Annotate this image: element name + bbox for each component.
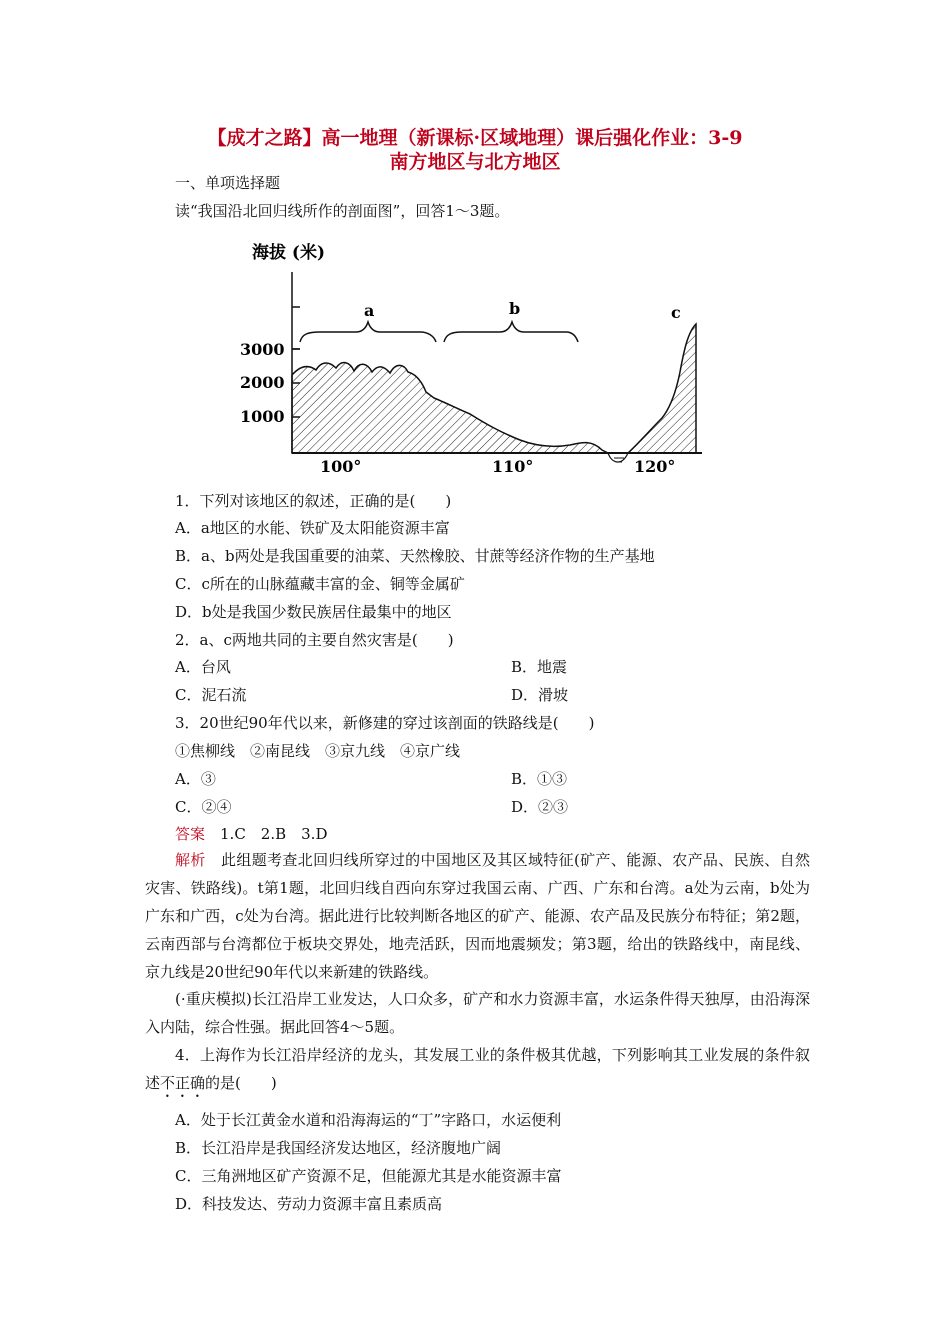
q4-option-b: B．长江沿岸是我国经济发达地区，经济腹地广阔 bbox=[175, 1139, 502, 1157]
q3-stem: 3．20世纪90年代以来，新修建的穿过该剖面的铁路线是( ) bbox=[175, 714, 595, 732]
q4-stem-part1: 4．上海作为长江沿岸经济的龙头，其发展工业的条件极其优越，下列影响其工业发展的条件叙述 bbox=[145, 1046, 810, 1092]
answer-text: 1.C 2.B 3.D bbox=[205, 825, 328, 843]
q3-option-d: D．②③ bbox=[511, 798, 569, 816]
terrain-profile bbox=[292, 363, 608, 453]
q1-option-d: D．b处是我国少数民族居住最集中的地区 bbox=[175, 603, 452, 621]
region-label-c: c bbox=[671, 303, 681, 322]
q4-option-a: A．处于长江黄金水道和沿海海运的“丁”字路口，水运便利 bbox=[175, 1111, 562, 1129]
x-tick-110: 110° bbox=[492, 457, 534, 476]
y-tick-2000: 2000 bbox=[240, 373, 285, 392]
terrain-profile-east bbox=[628, 324, 696, 453]
section-heading: 一、单项选择题 bbox=[175, 174, 281, 192]
y-tick-3000: 3000 bbox=[240, 340, 285, 359]
region-label-a: a bbox=[364, 301, 375, 320]
analysis-label: 解析 bbox=[175, 851, 206, 869]
region-label-b: b bbox=[509, 299, 521, 318]
q2-option-d: D．滑坡 bbox=[511, 686, 569, 704]
q4-stem-part2: 的是( ) bbox=[205, 1074, 277, 1092]
analysis-paragraph bbox=[145, 846, 810, 986]
q2-stem: 2．a、c两地共同的主要自然灾害是( ) bbox=[175, 631, 454, 649]
intro-text-2: (·重庆模拟)长江沿岸工业发达，人口众多，矿产和水力资源丰富，水运条件得天独厚，由沿海深入内陆，综合性强。据此回答4～5题。 bbox=[145, 990, 810, 1036]
q4-stem-emphasis: 不正确 bbox=[160, 1074, 206, 1092]
q3-option-c: C．②④ bbox=[175, 798, 232, 816]
q1-option-c: C．c所在的山脉蕴藏丰富的金、铜等金属矿 bbox=[175, 575, 465, 593]
answer-label: 答案 bbox=[175, 825, 206, 843]
q1-option-a: A．a地区的水能、铁矿及太阳能资源丰富 bbox=[175, 519, 450, 537]
page-title: 【成才之路】高一地理（新课标·区域地理）课后强化作业：3-9 bbox=[207, 127, 743, 149]
y-axis-label: 海拔 (米) bbox=[252, 243, 326, 263]
q4-option-c: C．三角洲地区矿产资源不足，但能源尤其是水能资源丰富 bbox=[175, 1167, 562, 1185]
y-tick-1000: 1000 bbox=[240, 407, 285, 426]
q2-option-c: C．泥石流 bbox=[175, 686, 247, 704]
q3-option-a: A．③ bbox=[175, 770, 216, 788]
q1-stem: 1．下列对该地区的叙述，正确的是( ) bbox=[175, 492, 452, 510]
q2-option-b: B．地震 bbox=[511, 658, 568, 676]
brace-b bbox=[444, 322, 578, 342]
page-subtitle: 南方地区与北方地区 bbox=[389, 151, 561, 173]
q4-stem bbox=[145, 1041, 810, 1101]
analysis-text: 此组题考查北回归线所穿过的中国地区及其区域特征(矿产、能源、农产品、民族、自然灾害、铁路线)。t第1题，北回归线自西向东穿过我国云南、广西、广东和台湾。a处为云南，b处为广东和广西，c处为台湾。据此进行比较判断各地区的矿产、能源、农产品及民族分布特征；第2题，云南西部与台湾都位于板块交界处，地壳活跃，因而地震频发；第3题，给出的铁路线中，南昆线、京九线是20世纪90年代以来新建的铁路线。 bbox=[145, 851, 810, 981]
q4-option-d: D．科技发达、劳动力资源丰富且素质高 bbox=[175, 1195, 443, 1213]
answer-line bbox=[175, 824, 327, 844]
q1-option-b: B．a、b两处是我国重要的油菜、天然橡胶、甘蔗等经济作物的生产基地 bbox=[175, 547, 655, 565]
q3-options-list: ①焦柳线 ②南昆线 ③京九线 ④京广线 bbox=[175, 742, 461, 760]
profile-figure bbox=[230, 232, 710, 477]
x-tick-100: 100° bbox=[320, 457, 362, 476]
x-tick-120: 120° bbox=[634, 457, 676, 476]
intro-text: 读“我国沿北回归线所作的剖面图”，回答1～3题。 bbox=[175, 202, 510, 220]
q3-option-b: B．①③ bbox=[511, 770, 568, 788]
q2-option-a: A．台风 bbox=[175, 658, 231, 676]
brace-a bbox=[300, 322, 436, 342]
